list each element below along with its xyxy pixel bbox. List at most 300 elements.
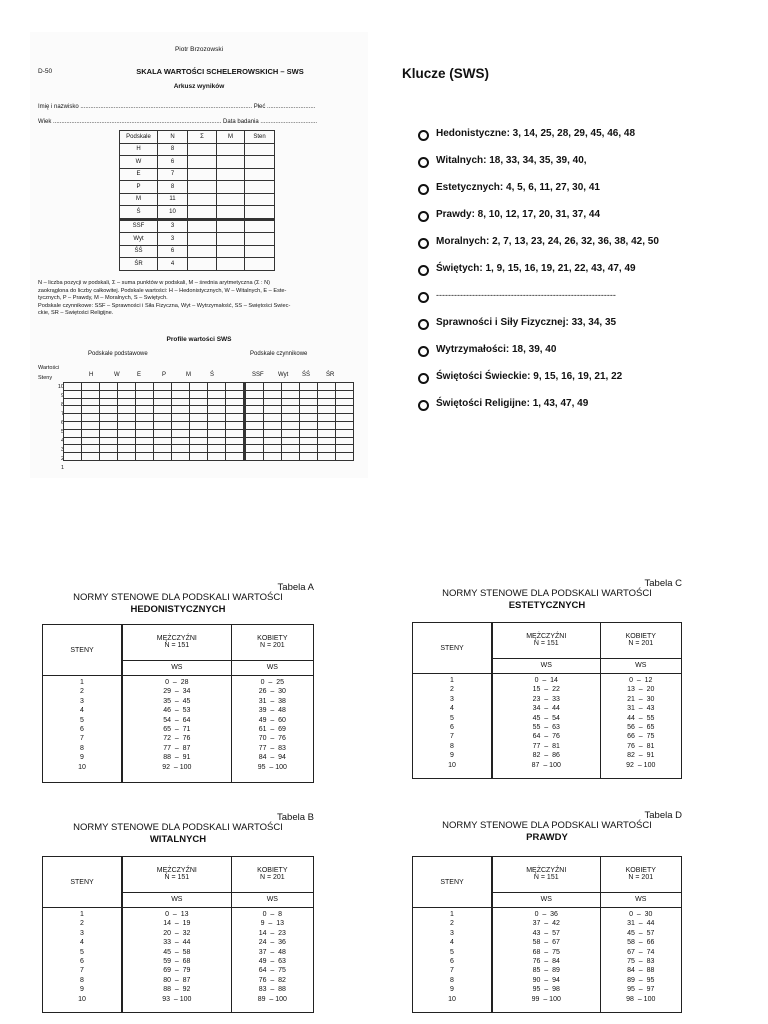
ws-header: WS (122, 892, 231, 907)
key-text: Świętości Religijne: 1, 43, 47, 49 (436, 398, 589, 409)
grid-cell (100, 453, 118, 461)
grid-row (64, 453, 354, 461)
col-label: H (89, 372, 94, 378)
header-cell: Sten (245, 131, 275, 144)
grid-cell (264, 390, 282, 398)
circle-bullet-icon (418, 211, 429, 222)
grid-cell (336, 429, 354, 437)
list-item (418, 290, 659, 317)
men-label: MĘŻCZYŹNI (156, 867, 197, 875)
grid-cell (264, 437, 282, 445)
col-label: P (162, 372, 167, 378)
grid-cell (264, 398, 282, 406)
grid-cell (118, 421, 136, 429)
norm-table (412, 856, 682, 1013)
header-cell: N (158, 131, 188, 144)
grid-cell (64, 414, 82, 422)
grid-cell (190, 437, 208, 445)
grid-cell (82, 429, 100, 437)
result-sheet (30, 32, 368, 478)
grid-cell (208, 390, 226, 398)
grid-cell (300, 453, 318, 461)
header-cell: Σ (188, 131, 217, 144)
table-row (120, 181, 275, 194)
table-row (120, 245, 275, 258)
grid-cell (208, 398, 226, 406)
table-label: Tabela B (277, 812, 314, 823)
col-label: ŚŚ (302, 372, 311, 378)
norm-subscale-name: WITALNYCH (149, 834, 207, 845)
women-label: KOBIETY (257, 635, 288, 643)
grid-cell (318, 383, 336, 391)
grid-cell (64, 445, 82, 453)
cell-n: 11 (158, 193, 188, 206)
grid-cell (282, 390, 300, 398)
grid-cell (136, 429, 154, 437)
y-label: 9 (60, 393, 64, 399)
women-header (231, 857, 313, 893)
grid-cell (264, 445, 282, 453)
norm-table (412, 622, 682, 779)
grid-cell (300, 398, 318, 406)
grid-cell (172, 383, 190, 391)
cell-subscale: SSF (120, 219, 158, 233)
grid-cell (172, 421, 190, 429)
norm-heading: NORMY STENOWE DLA PODSKALI WARTOŚCI (73, 592, 283, 603)
grid-cell (136, 453, 154, 461)
men-header (492, 857, 600, 893)
grid-cell (136, 406, 154, 414)
grid-cell (282, 453, 300, 461)
ws-header: WS (492, 658, 600, 673)
women-n: N = 201 (259, 642, 285, 650)
sten-values: 1 2 3 4 5 6 7 8 9 10 (43, 676, 123, 783)
cell-n: 7 (158, 168, 188, 181)
grid-cell (245, 383, 264, 391)
grid-cell (172, 437, 190, 445)
profile-grid (63, 382, 354, 461)
steny-header: STENY (43, 857, 123, 908)
grid-cell (318, 390, 336, 398)
women-values: 0 – 12 13 – 20 21 – 30 31 – 43 44 – 55 56 – 65 66 – 75 76 – 81 82 – 91 92 – 100 (600, 674, 681, 779)
values-label: Wartości (38, 365, 60, 371)
grid-cell (154, 406, 172, 414)
cell-subscale: ŚR (120, 258, 158, 271)
grid-cell (172, 429, 190, 437)
grid-cell (172, 390, 190, 398)
grid-cell (208, 421, 226, 429)
norm-heading: NORMY STENOWE DLA PODSKALI WARTOŚCI (73, 822, 283, 833)
grid-cell (190, 406, 208, 414)
sheet-code: D-50 (38, 68, 53, 75)
basic-subscales-label: Podskale podstawowe (88, 351, 148, 357)
cell-subscale: H (120, 143, 158, 156)
grid-cell (264, 421, 282, 429)
grid-cell (136, 390, 154, 398)
y-label: 6 (60, 420, 64, 426)
y-label: 8 (60, 402, 64, 408)
grid-cell (264, 453, 282, 461)
list-item (418, 155, 659, 182)
grid-cell (154, 429, 172, 437)
grid-cell (154, 390, 172, 398)
table-label: Tabela D (644, 810, 682, 821)
grid-cell (190, 414, 208, 422)
grid-cell (208, 453, 226, 461)
grid-cell (100, 390, 118, 398)
sheet-footnote (38, 280, 364, 318)
grid-row (64, 437, 354, 445)
grid-cell (136, 398, 154, 406)
grid-cell (336, 421, 354, 429)
grid-cell (118, 390, 136, 398)
cell-subscale: P (120, 181, 158, 194)
grid-cell (64, 429, 82, 437)
men-header (492, 623, 600, 659)
circle-bullet-icon (418, 184, 429, 195)
norm-subscale-name: HEDONISTYCZNYCH (130, 604, 226, 615)
grid-cell (245, 429, 264, 437)
grid-cell (190, 453, 208, 461)
grid-cell (154, 445, 172, 453)
list-item (418, 398, 659, 425)
men-header (122, 857, 231, 893)
norm-heading: NORMY STENOWE DLA PODSKALI WARTOŚCI (442, 820, 652, 831)
grid-cell (208, 383, 226, 391)
cell-subscale: Ś (120, 206, 158, 220)
grid-cell (318, 445, 336, 453)
steny-header: STENY (43, 625, 123, 676)
grid-cell (190, 398, 208, 406)
grid-cell (136, 445, 154, 453)
y-label: 5 (60, 429, 64, 435)
header-cell: M (217, 131, 245, 144)
grid-cell (318, 414, 336, 422)
women-values: 0 – 30 31 – 44 45 – 57 58 – 66 67 – 74 75 – 83 84 – 88 89 – 95 95 – 97 98 – 100 (600, 908, 681, 1013)
table-row (120, 156, 275, 169)
men-label: MĘŻCZYŹNI (156, 635, 197, 643)
grid-cell (336, 453, 354, 461)
grid-cell (245, 390, 264, 398)
grid-cell (154, 453, 172, 461)
grid-cell (336, 414, 354, 422)
women-header (600, 857, 681, 893)
table-row (120, 206, 275, 220)
subscale-table (119, 130, 275, 271)
table-label: Tabela A (277, 582, 314, 593)
grid-cell (336, 437, 354, 445)
ws-header: WS (231, 660, 313, 675)
norm-table-d (412, 810, 682, 1015)
key-text: Wytrzymałości: 18, 39, 40 (436, 344, 557, 355)
profile-title: Profile wartości SWS (166, 336, 232, 343)
grid-cell (300, 414, 318, 422)
grid-cell (300, 429, 318, 437)
circle-bullet-icon (418, 319, 429, 330)
grid-cell (82, 445, 100, 453)
grid-cell (226, 421, 245, 429)
grid-cell (190, 390, 208, 398)
grid-cell (226, 445, 245, 453)
footnote-line: Podskale czynnikowe: SSF – Sprawności i Siła Fizyczna, Wyt – Wytrzymałość, ŚŚ – Świętości Świec- (38, 302, 291, 309)
cell-subscale: E (120, 168, 158, 181)
col-label: M (186, 372, 191, 378)
grid-cell (136, 437, 154, 445)
list-item (418, 317, 659, 344)
women-n: N = 201 (628, 640, 654, 648)
circle-bullet-icon (418, 292, 429, 303)
grid-cell (300, 406, 318, 414)
list-item (418, 344, 659, 371)
grid-cell (136, 383, 154, 391)
grid-cell (64, 383, 82, 391)
grid-cell (336, 445, 354, 453)
grid-cell (226, 453, 245, 461)
men-label: MĘŻCZYŹNI (526, 867, 567, 875)
col-label: W (114, 372, 120, 378)
table-label: Tabela C (644, 578, 682, 589)
men-header (122, 625, 231, 661)
grid-cell (100, 398, 118, 406)
grid-cell (226, 414, 245, 422)
grid-cell (226, 383, 245, 391)
grid-cell (64, 421, 82, 429)
grid-cell (245, 398, 264, 406)
y-label: 1 (60, 465, 64, 471)
grid-cell (245, 421, 264, 429)
col-label: E (137, 372, 142, 378)
col-label: ŚR (326, 372, 335, 378)
grid-cell (100, 414, 118, 422)
table-row (120, 193, 275, 206)
women-values: 0 – 8 9 – 13 14 – 23 24 – 36 37 – 48 49 – 63 64 – 75 76 – 82 83 – 88 89 – 100 (231, 908, 313, 1013)
cell-n: 6 (158, 245, 188, 258)
grid-cell (190, 383, 208, 391)
y-label: 10 (57, 384, 64, 390)
list-item (418, 236, 659, 263)
sheet-subtitle: Arkusz wyników (173, 83, 225, 90)
grid-cell (118, 406, 136, 414)
grid-row (64, 421, 354, 429)
grid-cell (154, 437, 172, 445)
cell-n: 3 (158, 219, 188, 233)
grid-cell (282, 398, 300, 406)
grid-cell (100, 421, 118, 429)
grid-cell (172, 406, 190, 414)
grid-row (64, 406, 354, 414)
grid-row (64, 429, 354, 437)
list-item (418, 128, 659, 155)
women-header (600, 623, 681, 659)
col-label: SSF (252, 372, 264, 378)
grid-cell (172, 445, 190, 453)
circle-bullet-icon (418, 130, 429, 141)
cell-subscale: W (120, 156, 158, 169)
grid-cell (118, 445, 136, 453)
grid-cell (226, 429, 245, 437)
grid-cell (118, 414, 136, 422)
grid-cell (226, 406, 245, 414)
norm-table (42, 624, 314, 783)
grid-cell (208, 437, 226, 445)
grid-cell (100, 445, 118, 453)
grid-cell (190, 429, 208, 437)
grid-cell (190, 421, 208, 429)
grid-row (64, 398, 354, 406)
list-item (418, 209, 659, 236)
footnote-line: zaokrąglona do liczby całkowitej. Podskale wartości: H – Hedonistycznych, W – Witalnych, E – Este- (38, 287, 287, 294)
sten-values: 1 2 3 4 5 6 7 8 9 10 (43, 908, 123, 1013)
grid-cell (245, 414, 264, 422)
key-text: Estetycznych: 4, 5, 6, 11, 27, 30, 41 (436, 182, 600, 193)
cell-n: 8 (158, 181, 188, 194)
men-n: N = 151 (164, 874, 190, 882)
keys-list (418, 128, 659, 425)
list-item (418, 182, 659, 209)
circle-bullet-icon (418, 400, 429, 411)
header-cell: Podskale (120, 131, 158, 144)
key-text: Witalnych: 18, 33, 34, 35, 39, 40, (436, 155, 587, 166)
grid-cell (245, 406, 264, 414)
key-text: Świętych: 1, 9, 15, 16, 19, 21, 22, 43, 47, 49 (436, 263, 636, 274)
table-row (120, 143, 275, 156)
grid-cell (64, 453, 82, 461)
grid-cell (82, 421, 100, 429)
grid-cell (82, 414, 100, 422)
grid-cell (245, 445, 264, 453)
footnote-line: tycznych, P – Prawdy, M – Moralnych, Ś – Świętych. (38, 295, 168, 301)
age-line: Wiek ..................................................................................................... Data badania .................................. (38, 119, 318, 125)
list-item (418, 371, 659, 398)
grid-cell (64, 437, 82, 445)
grid-cell (300, 437, 318, 445)
grid-cell (318, 421, 336, 429)
grid-cell (100, 406, 118, 414)
grid-cell (64, 390, 82, 398)
circle-bullet-icon (418, 265, 429, 276)
grid-cell (118, 437, 136, 445)
key-text: Świętości Świeckie: 9, 15, 16, 19, 21, 22 (436, 371, 623, 382)
norm-subscale-name: ESTETYCZNYCH (508, 600, 586, 611)
men-n: N = 151 (533, 874, 559, 882)
grid-row (64, 383, 354, 391)
norm-subscale-name: PRAWDY (526, 832, 568, 843)
men-n: N = 151 (164, 642, 190, 650)
grid-cell (100, 437, 118, 445)
steny-header: STENY (413, 623, 493, 674)
sheet-title: SKALA WARTOŚCI SCHELEROWSKICH – SWS (136, 67, 304, 76)
grid-cell (282, 383, 300, 391)
women-label: KOBIETY (625, 633, 656, 641)
grid-cell (336, 383, 354, 391)
grid-row (64, 445, 354, 453)
grid-cell (282, 421, 300, 429)
key-text: Moralnych: 2, 7, 13, 23, 24, 26, 32, 36, 38, 42, 50 (436, 236, 659, 247)
grid-cell (82, 398, 100, 406)
grid-cell (318, 453, 336, 461)
y-label: 7 (60, 411, 64, 417)
key-text: Prawdy: 8, 10, 12, 17, 20, 31, 37, 44 (436, 209, 600, 220)
men-values: 0 – 28 29 – 34 35 – 45 46 – 53 54 – 64 65 – 71 72 – 76 77 – 87 88 – 91 92 – 100 (122, 676, 231, 783)
women-n: N = 201 (259, 874, 285, 882)
grid-row (64, 414, 354, 422)
y-label: 4 (60, 438, 64, 444)
sten-values: 1 2 3 4 5 6 7 8 9 10 (413, 908, 493, 1013)
grid-cell (118, 453, 136, 461)
grid-row (64, 390, 354, 398)
grid-cell (136, 421, 154, 429)
grid-cell (318, 406, 336, 414)
men-n: N = 151 (533, 640, 559, 648)
ws-header: WS (600, 892, 681, 907)
grid-cell (190, 445, 208, 453)
steny-label: Steny (38, 375, 53, 381)
grid-cell (318, 437, 336, 445)
cell-n: 6 (158, 156, 188, 169)
norm-heading: NORMY STENOWE DLA PODSKALI WARTOŚCI (442, 588, 652, 599)
cell-n: 4 (158, 258, 188, 271)
table-header-row (120, 131, 275, 144)
grid-cell (82, 453, 100, 461)
grid-cell (118, 383, 136, 391)
grid-cell (118, 398, 136, 406)
col-label: Wyt (278, 372, 289, 378)
name-line: Imię i nazwisko ....................................................................................................... Płeć ............................. (38, 104, 316, 110)
grid-cell (208, 429, 226, 437)
grid-cell (282, 437, 300, 445)
cell-subscale: M (120, 193, 158, 206)
grid-cell (100, 383, 118, 391)
men-values: 0 – 13 14 – 19 20 – 32 33 – 44 45 – 58 59 – 68 69 – 79 80 – 87 88 – 92 93 – 100 (122, 908, 231, 1013)
cell-n: 3 (158, 233, 188, 246)
table-row (120, 258, 275, 271)
grid-cell (245, 437, 264, 445)
table-row (120, 219, 275, 233)
norm-table-a (42, 582, 314, 787)
grid-cell (318, 429, 336, 437)
men-label: MĘŻCZYŹNI (526, 633, 567, 641)
grid-cell (64, 398, 82, 406)
grid-cell (82, 383, 100, 391)
list-item (418, 263, 659, 290)
cell-subscale: Wyt (120, 233, 158, 246)
grid-cell (82, 437, 100, 445)
grid-cell (226, 390, 245, 398)
key-separator: ------------------------------------------------------------ (436, 290, 616, 300)
circle-bullet-icon (418, 346, 429, 357)
table-row (120, 168, 275, 181)
cell-subscale: ŚŚ (120, 245, 158, 258)
grid-cell (172, 398, 190, 406)
sten-values: 1 2 3 4 5 6 7 8 9 10 (413, 674, 493, 779)
grid-cell (318, 398, 336, 406)
grid-cell (82, 390, 100, 398)
ws-header: WS (231, 892, 313, 907)
col-label: Ś (210, 372, 215, 378)
grid-cell (245, 453, 264, 461)
grid-cell (136, 414, 154, 422)
grid-cell (82, 406, 100, 414)
ws-header: WS (492, 892, 600, 907)
grid-cell (282, 414, 300, 422)
circle-bullet-icon (418, 373, 429, 384)
norm-table (42, 856, 314, 1013)
steny-header: STENY (413, 857, 493, 908)
grid-cell (226, 398, 245, 406)
grid-cell (172, 453, 190, 461)
grid-cell (282, 429, 300, 437)
men-values: 0 – 14 15 – 22 23 – 33 34 – 44 45 – 54 55 – 63 64 – 76 77 – 81 82 – 86 87 – 100 (492, 674, 600, 779)
